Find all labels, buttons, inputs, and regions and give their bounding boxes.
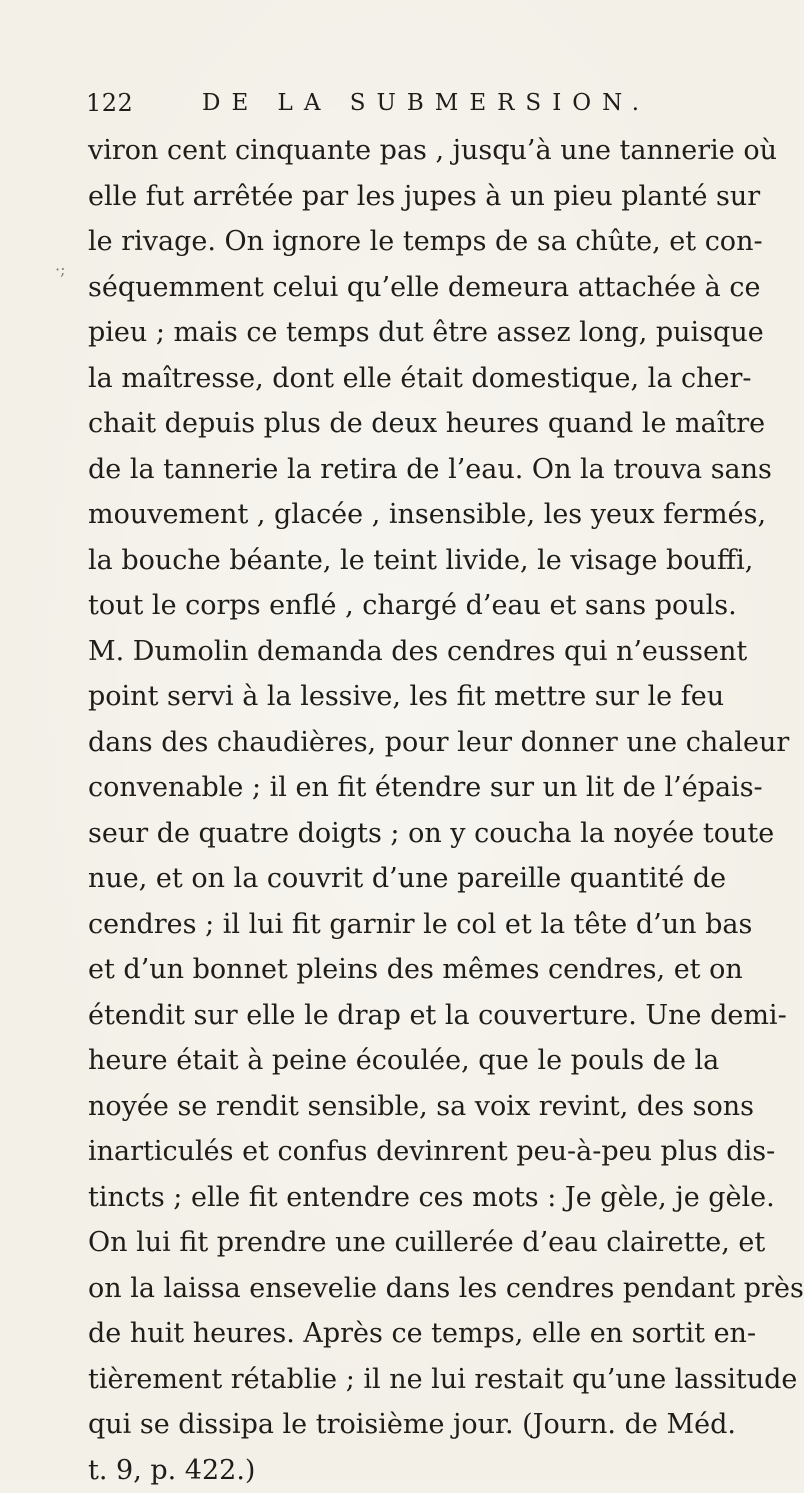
running-head: DE LA SUBMERSION. bbox=[202, 86, 650, 120]
text-line-3: le rivage. On ignore le temps de sa chûte, et con- bbox=[88, 219, 708, 265]
text-line-4: séquemment celui qu’elle demeura attachée à ce bbox=[88, 265, 708, 311]
text-line-21: heure était à peine écoulée, que le pouls de la bbox=[88, 1038, 708, 1084]
text-line-22: noyée se rendit sensible, sa voix revint, des sons bbox=[88, 1084, 708, 1130]
text-line-25: On lui fit prendre une cuillerée d’eau clairette, et bbox=[88, 1220, 708, 1266]
text-line-8: de la tannerie la retira de l’eau. On la trouva sans bbox=[88, 447, 708, 493]
text-line-7: chait depuis plus de deux heures quand le maître bbox=[88, 401, 708, 447]
text-line-27: de huit heures. Après ce temps, elle en sortit en- bbox=[88, 1311, 708, 1357]
page-header bbox=[86, 86, 706, 120]
margin-ink-mark: ·; bbox=[55, 262, 79, 278]
text-line-28: tièrement rétablie ; il ne lui restait qu’une lassitude bbox=[88, 1357, 708, 1403]
text-line-6: la maîtresse, dont elle était domestique, la cher- bbox=[88, 356, 708, 402]
text-line-1: viron cent cinquante pas , jusqu’à une tannerie où bbox=[88, 128, 708, 174]
text-line-15: convenable ; il en fit étendre sur un lit de l’épais- bbox=[88, 765, 708, 811]
page-number: 122 bbox=[86, 86, 133, 120]
text-line-2: elle fut arrêtée par les jupes à un pieu planté sur bbox=[88, 174, 708, 220]
body-text bbox=[88, 128, 708, 1493]
text-line-11: tout le corps enflé , chargé d’eau et sans pouls. bbox=[88, 583, 708, 629]
text-line-9: mouvement , glacée , insensible, les yeux fermés, bbox=[88, 492, 708, 538]
text-line-29: qui se dissipa le troisième jour. (Journ. de Méd. bbox=[88, 1402, 708, 1448]
text-line-17: nue, et on la couvrit d’une pareille quantité de bbox=[88, 856, 708, 902]
text-line-26: on la laissa ensevelie dans les cendres pendant près bbox=[88, 1266, 708, 1312]
text-line-12: M. Dumolin demanda des cendres qui n’eussent bbox=[88, 629, 708, 675]
text-line-13: point servi à la lessive, les fit mettre sur le feu bbox=[88, 674, 708, 720]
text-line-30: t. 9, p. 422.) bbox=[88, 1448, 708, 1493]
text-line-14: dans des chaudières, pour leur donner une chaleur bbox=[88, 720, 708, 766]
text-line-19: et d’un bonnet pleins des mêmes cendres, et on bbox=[88, 947, 708, 993]
text-line-16: seur de quatre doigts ; on y coucha la noyée toute bbox=[88, 811, 708, 857]
text-line-5: pieu ; mais ce temps dut être assez long, puisque bbox=[88, 310, 708, 356]
text-line-20: étendit sur elle le drap et la couverture. Une demi- bbox=[88, 993, 708, 1039]
text-line-24: tincts ; elle fit entendre ces mots : Je gèle, je gèle. bbox=[88, 1175, 708, 1221]
text-line-10: la bouche béante, le teint livide, le visage bouffi, bbox=[88, 538, 708, 584]
text-line-18: cendres ; il lui fit garnir le col et la tête d’un bas bbox=[88, 902, 708, 948]
text-line-23: inarticulés et confus devinrent peu-à-peu plus dis- bbox=[88, 1129, 708, 1175]
